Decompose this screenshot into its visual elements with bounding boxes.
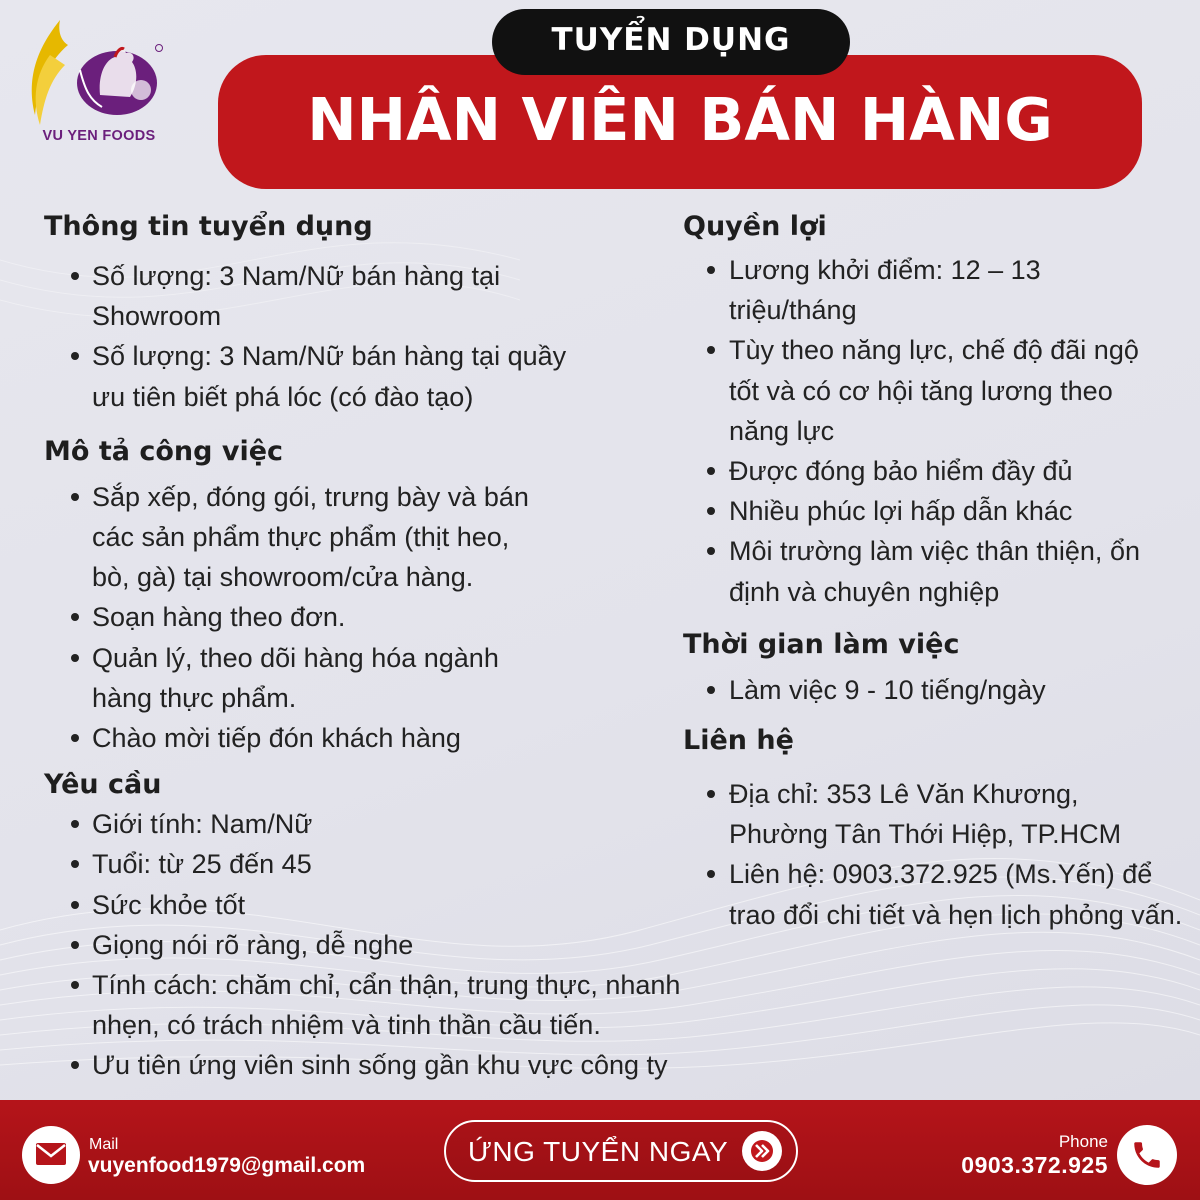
left-column xyxy=(44,208,724,1086)
mail-icon-badge xyxy=(22,1126,80,1184)
logo-emblem-icon xyxy=(20,15,170,135)
apply-now-button[interactable] xyxy=(444,1120,798,1182)
list-item: Chào mời tiếp đón khách hàng xyxy=(44,718,564,758)
list-item: Nhiều phúc lợi hấp dẫn khác xyxy=(683,491,1188,531)
bullet-list xyxy=(683,774,1188,935)
mail-address-link[interactable]: vuyenfood1979@gmail.com xyxy=(88,1154,366,1177)
section-title: Thông tin tuyển dụng xyxy=(44,211,373,242)
section-title: Liên hệ xyxy=(683,725,794,757)
list-item: Lương khởi điểm: 12 – 13 triệu/tháng xyxy=(683,250,1083,330)
list-item: Giọng nói rõ ràng, dễ nghe xyxy=(44,925,724,965)
section-title: Quyền lợi xyxy=(683,211,827,242)
list-item: Số lượng: 3 Nam/Nữ bán hàng tại Showroom xyxy=(44,256,544,336)
list-item: Giới tính: Nam/Nữ xyxy=(44,804,724,844)
bullet-list xyxy=(44,804,724,1085)
section-title: Thời gian làm việc xyxy=(683,628,960,660)
list-item: Ưu tiên ứng viên sinh sống gần khu vực công ty xyxy=(44,1045,716,1085)
section-working-hours xyxy=(683,626,1188,710)
section-requirements xyxy=(44,766,724,1085)
list-item: Tùy theo năng lực, chế độ đãi ngộ tốt và có cơ hội tăng lương theo năng lực xyxy=(683,330,1173,451)
section-title: Yêu cầu xyxy=(44,769,162,801)
section-title: Mô tả công việc xyxy=(44,435,284,467)
section-recruitment-info xyxy=(44,208,724,417)
list-item: Môi trường làm việc thân thiện, ổn định và chuyên nghiệp xyxy=(683,531,1178,611)
brand-name: VU YEN FOODS xyxy=(42,128,156,144)
list-item: Sức khỏe tốt xyxy=(44,885,724,925)
section-job-description xyxy=(44,433,724,758)
phone-icon-badge xyxy=(1117,1125,1177,1185)
list-item: Làm việc 9 - 10 tiếng/ngày xyxy=(683,670,1188,710)
mail-icon xyxy=(35,1142,67,1166)
phone-number-link[interactable]: 0903.372.925 xyxy=(961,1152,1108,1178)
list-item: Được đóng bảo hiểm đầy đủ xyxy=(683,451,1188,491)
list-item: Số lượng: 3 Nam/Nữ bán hàng tại quầy ưu tiên biết phá lóc (có đào tạo) xyxy=(44,336,584,416)
page-title: NHÂN VIÊN BÁN HÀNG xyxy=(307,85,1053,154)
list-item: Tuổi: từ 25 đến 45 xyxy=(44,844,724,884)
list-item: Địa chỉ: 353 Lê Văn Khương, Phường Tân Thới Hiệp, TP.HCM xyxy=(683,774,1153,854)
list-item: Tính cách: chăm chỉ, cẩn thận, trung thực, nhanh nhẹn, có trách nhiệm và tinh thần cầu tiến. xyxy=(44,965,716,1045)
bullet-list xyxy=(683,670,1188,710)
bullet-list xyxy=(44,256,724,417)
page-subtitle: TUYỂN DỤNG xyxy=(551,22,791,58)
list-item: Quản lý, theo dõi hàng hóa ngành hàng thực phẩm. xyxy=(44,638,524,718)
phone-label: Phone xyxy=(1058,1132,1108,1151)
bullet-list xyxy=(683,250,1188,612)
right-column xyxy=(683,208,1188,935)
list-item: Soạn hàng theo đơn. xyxy=(44,597,564,637)
section-contact xyxy=(683,722,1188,935)
mail-label: Mail xyxy=(89,1136,119,1153)
list-item: Sắp xếp, đóng gói, trưng bày và bán các sản phẩm thực phẩm (thịt heo, bò, gà) tại showroom/cửa hàng. xyxy=(44,477,554,598)
apply-now-label: ỨNG TUYỂN NGAY xyxy=(468,1136,729,1167)
list-item: Liên hệ: 0903.372.925 (Ms.Yến) để trao đổi chi tiết và hẹn lịch phỏng vấn. xyxy=(683,854,1183,934)
section-benefits xyxy=(683,208,1188,612)
phone-icon xyxy=(1130,1138,1164,1172)
double-chevron-right-icon xyxy=(742,1131,782,1171)
bullet-list xyxy=(44,477,724,758)
